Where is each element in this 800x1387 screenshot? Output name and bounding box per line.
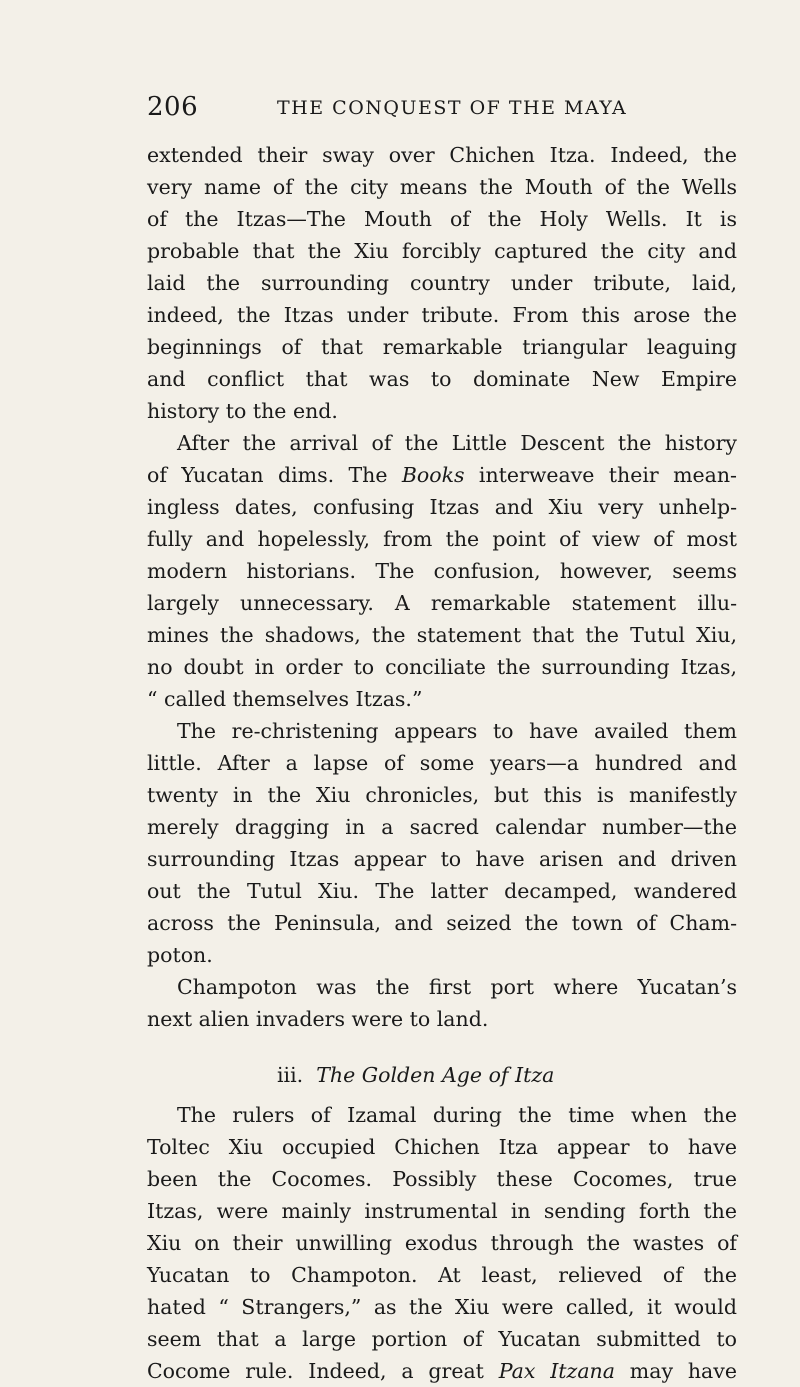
paragraph — [147, 1099, 737, 1387]
text-line: indeed, the Itzas under tribute. From this arose the — [147, 303, 737, 327]
section-heading — [147, 1035, 737, 1099]
text-line: laid the surrounding country under tribute, laid, — [147, 271, 737, 295]
text-line: “ called themselves Itzas.” — [147, 687, 423, 711]
text-line: seem that a large portion of Yucatan submitted to — [147, 1327, 737, 1351]
text-line: very name of the city means the Mouth of the Wells — [147, 175, 737, 199]
text-line — [147, 459, 737, 491]
text-line: largely unnecessary. A remarkable statement illu- — [147, 591, 737, 615]
text-line: merely dragging in a sacred calendar number—the — [147, 815, 737, 839]
text-line: beginnings of that remarkable triangular leaguing — [147, 335, 737, 359]
text-line: Itzas, were mainly instrumental in sending forth the — [147, 1199, 737, 1223]
text-line: poton. — [147, 943, 213, 967]
body-text — [147, 139, 737, 1387]
paragraph — [147, 139, 737, 427]
text-segment: Cocome rule. Indeed, a great — [147, 1359, 499, 1383]
text-line: ingless dates, confusing Itzas and Xiu very unhelp- — [147, 495, 737, 519]
text-line: hated “ Strangers,” as the Xiu were called, it would — [147, 1295, 737, 1319]
text-line: twenty in the Xiu chronicles, but this is manifestly — [147, 783, 737, 807]
text-line: of the Itzas—The Mouth of the Holy Wells. It is — [147, 207, 737, 231]
text-line: Yucatan to Champoton. At least, relieved of the — [147, 1263, 737, 1287]
italic-phrase: Pax Itzana — [498, 1359, 615, 1383]
page-number: 206 — [147, 92, 199, 122]
text-line: mines the shadows, the statement that the Tutul Xiu, — [147, 623, 737, 647]
text-line: next alien invaders were to land. — [147, 1007, 489, 1031]
text-segment: of Yucatan dims. The — [147, 463, 402, 487]
text-line: fully and hopelessly, from the point of view of most — [147, 527, 737, 551]
text-line: Toltec Xiu occupied Chichen Itza appear to have — [147, 1135, 737, 1159]
text-line: out the Tutul Xiu. The latter decamped, wandered — [147, 879, 737, 903]
text-line: probable that the Xiu forcibly captured the city and — [147, 239, 737, 263]
text-line: modern historians. The confusion, however, seems — [147, 559, 737, 583]
text-line: The re-christening appears to have availed them — [177, 719, 737, 743]
text-line: and conflict that was to dominate New Empire — [147, 367, 737, 391]
text-line: been the Cocomes. Possibly these Cocomes, true — [147, 1167, 737, 1191]
text-line: across the Peninsula, and seized the town of Cham- — [147, 911, 737, 935]
paragraph — [147, 971, 737, 1035]
text-line: surrounding Itzas appear to have arisen and driven — [147, 847, 737, 871]
page-header — [147, 92, 727, 126]
text-segment: interweave their mean- — [464, 463, 737, 487]
paragraph — [147, 427, 737, 715]
text-line: After the arrival of the Little Descent the history — [177, 431, 737, 455]
paragraph — [147, 715, 737, 971]
text-line: The rulers of Izamal during the time when the — [177, 1103, 737, 1127]
running-title: THE CONQUEST OF THE MAYA — [277, 97, 628, 119]
text-line: little. After a lapse of some years—a hundred and — [147, 751, 737, 775]
text-line: Xiu on their unwilling exodus through the wastes of — [147, 1231, 737, 1255]
text-line: history to the end. — [147, 399, 338, 423]
text-line — [147, 1355, 737, 1387]
italic-title: Books — [401, 463, 465, 487]
section-title: The Golden Age of Itza — [316, 1063, 555, 1087]
text-line: extended their sway over Chichen Itza. Indeed, the — [147, 143, 737, 167]
section-number: iii. — [277, 1063, 304, 1087]
text-line: no doubt in order to conciliate the surrounding Itzas, — [147, 655, 737, 679]
text-segment: may have — [614, 1359, 737, 1383]
text-line: Champoton was the first port where Yucatan’s — [177, 975, 737, 999]
